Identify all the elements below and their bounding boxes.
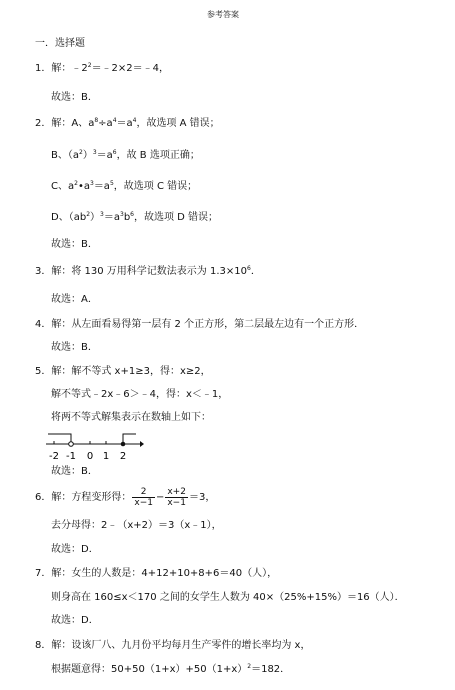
axis-arrow-icon [140,441,144,447]
solid-point-2 [121,442,126,447]
axis-label: -1 [66,451,76,462]
axis-label: 1 [102,451,110,462]
q1-answer: 故选：B． [51,92,98,103]
q7-answer: 故选：D． [51,615,99,626]
q3-answer: 故选：A． [51,294,98,305]
open-point-minus-1 [69,442,74,447]
section-title: 一．选择题 [35,38,85,49]
q3-solution: 3．解：将 130 万用科学记数法表示为 $1.3\times 10^6$． [35,265,261,277]
q2-option-a: 2．解：A、$a^8\div a^4=a^4$，故选项 A 错误； [35,117,220,129]
number-line-figure [44,430,144,464]
q5-answer: 故选：B． [51,466,98,477]
q6-answer: 故选：D． [51,544,99,555]
q8-line-2: 根据题意得：$50+50(1+x)+50(1+x)^2=182$． [51,663,291,675]
q1-solution: 1．解：$﹣2^2=﹣2\times 2=﹣4$， [35,62,170,74]
q6-line-2: 去分母得：2﹣（x+2）＝3（x﹣1）， [51,520,222,531]
axis-label: 2 [119,451,127,462]
q6-solution: 6．解：方程变形得： $\frac{2}{x-1}$ − $\frac{x+2}{x-1}$ ＝3， [35,486,216,508]
q7-line-2: 则身高在 160≤x＜170 之间的女学生人数为 40×（25%+15%）＝16（人）． [51,592,405,603]
fraction-1: $\frac{2}{x-1}$ [134,486,153,508]
q5-line-3: 将两不等式解集表示在数轴上如下： [51,412,211,423]
q2-answer: 故选：B． [51,239,98,250]
q8-line-1: 8．解：设该厂八、九月份平均每月生产零件的增长率均为 x， [35,640,311,651]
q4-answer: 故选：B． [51,342,98,353]
q2-option-b: B、$(a^2)^3=a^6$，故 B 选项正确； [51,149,200,161]
q5-line-2: 解不等式﹣2x﹣6＞﹣4，得：x＜﹣1， [51,389,229,400]
q2-option-d: D、$(ab^2)^3=a^3b^6$，故选项 D 错误； [51,211,219,223]
page-header: 参考答案 [207,10,239,19]
q2-option-c: C、$a^2•a^3=a^5$，故选项 C 错误； [51,180,198,192]
q7-line-1: 7．解：女生的人数是：4+12+10+8+6＝40（人）， [35,568,278,579]
q5-line-1: 5．解：解不等式 x+1≥3，得：x≥2， [35,366,211,377]
axis-label: 0 [86,451,94,462]
solution-bracket-right [123,434,136,441]
solution-bracket-left [48,434,71,441]
q4-solution: 4．解：从左面看易得第一层有 2 个正方形，第二层最左边有一个正方形． [35,319,365,330]
fraction-2: $\frac{x+2}{x-1}$ [167,486,186,508]
axis-label: -2 [49,451,59,462]
